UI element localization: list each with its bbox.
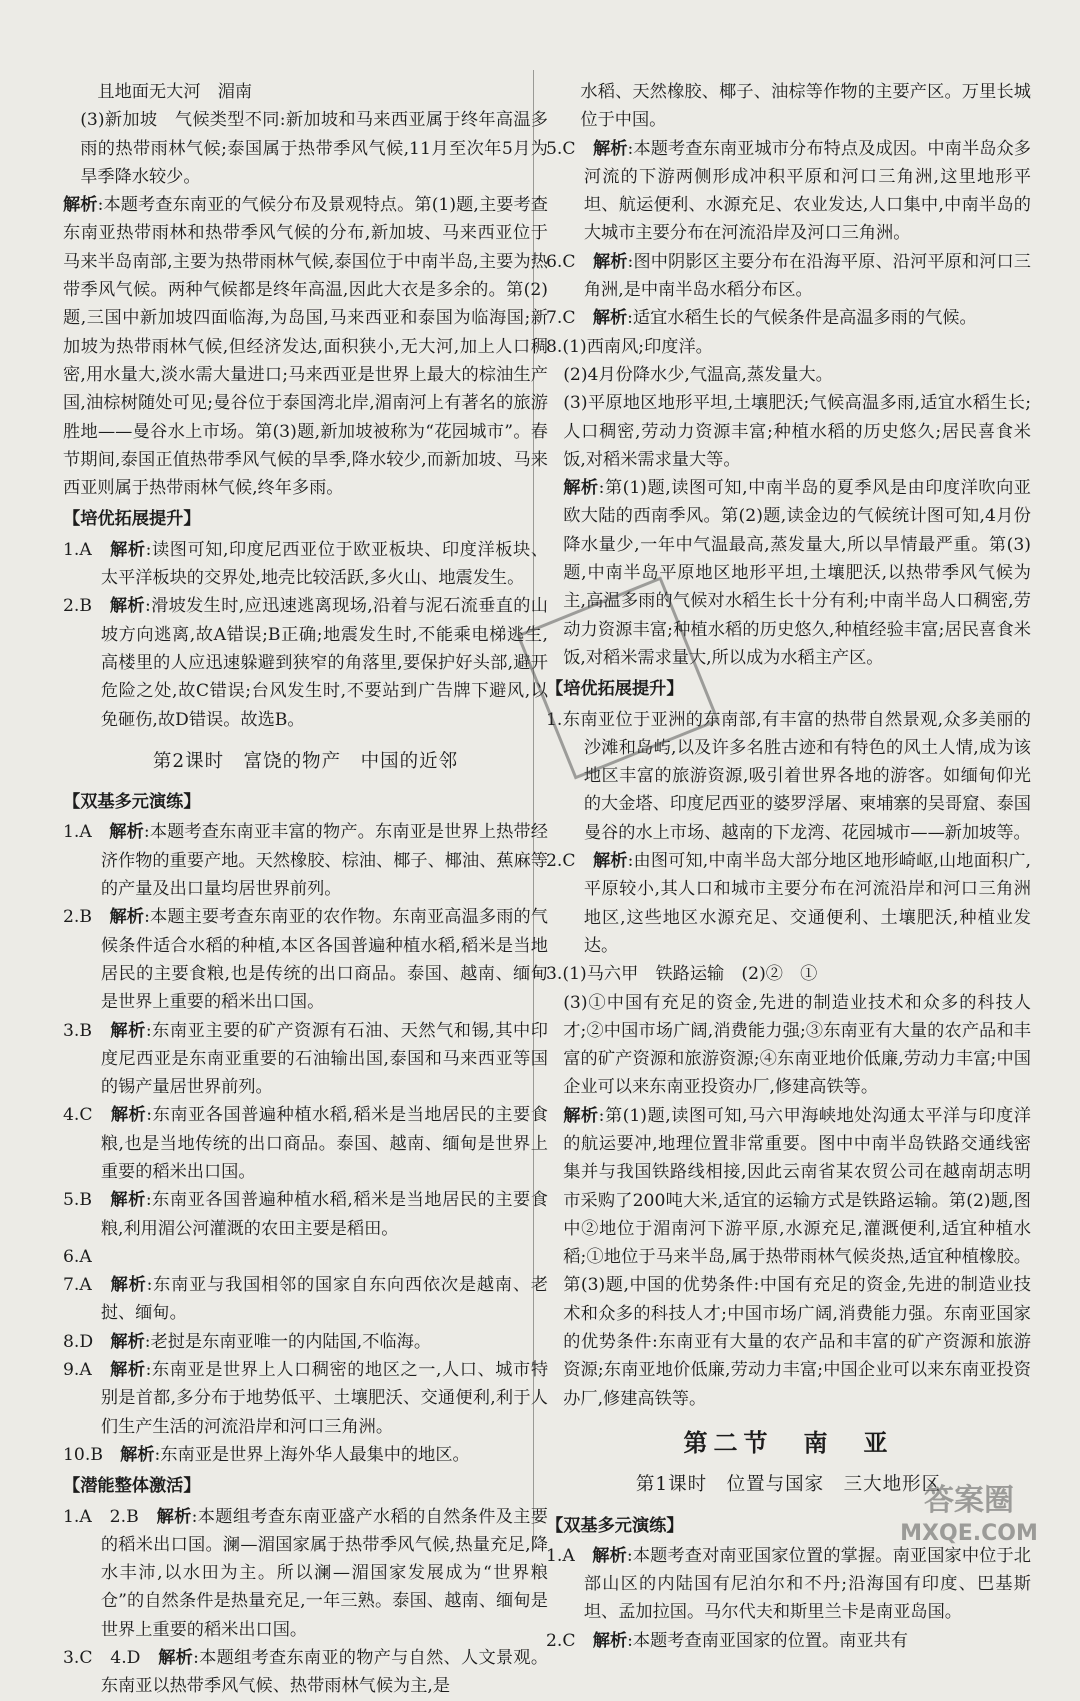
answer-item: 1.A 2.B 解析:本题组考查东南亚盛产水稻的自然条件及主要的稻米出口国。澜—湄国家属于热带季风气候,热量充足,降水丰沛,以水田为主。所以澜—湄国家发展成为“世界粮仓”的自然条件是热量充足,一年三熟。泰国、越南、缅甸是世界上重要的稻米出口国。 xyxy=(63,1506,548,1640)
answer-item: 8.(1)西南风;印度洋。 xyxy=(546,336,713,357)
answer-text: 且地面无大河 湄南 xyxy=(97,82,253,102)
answer-text: (3)平原地区地形平坦,土壤肥沃;气候高温多雨,适宜水稻生长;人口稠密,劳动力资源丰富;种植水稻的历史悠久;居民喜食米饭,对稻米需求量大等。 xyxy=(563,393,1031,470)
section-heading: 【双基多元演练】 xyxy=(63,792,201,813)
answer-text: 水稻、天然橡胶、椰子、油棕等作物的主要产区。万里长城位于中国。 xyxy=(580,82,1031,131)
analysis-text: 解析:第(1)题,读图可知,马六甲海峡地处沟通太平洋与印度洋的航运要冲,地理位置非常重要。图中中南半岛铁路交通线密集并与我国铁路线相接,因此云南省某农贸公司在越南胡志明市采购了200吨大米,适宜的运输方式是铁路运输。第(2)题,图中②地位于湄南河下游平原,水源充足,灌溉便利,适宜种植水稻;①地位于马来半岛,属于热带雨林气候炎热,适宜种植橡胶。第(3)题,中国的优势条件:中国有充足的资金,先进的制造业技术和众多的科技人才;中国市场广阔,消费能力强。东南亚国家的优势条件:东南亚有大量的农产品和丰富的矿产资源和旅游资源;东南亚地价低廉,劳动力丰富;中国企业可以来东南亚投资办厂,修建高铁等。 xyxy=(563,1105,1031,1409)
answer-item: 10.B 解析:东南亚是世界上海外华人最集中的地区。 xyxy=(63,1444,470,1465)
answer-item: 7.A 解析:东南亚与我国相邻的国家自东向西依次是越南、老挝、缅甸。 xyxy=(63,1275,548,1324)
section-heading: 【双基多元演练】 xyxy=(546,1515,684,1536)
answer-item: 5.C 解析:本题考查东南亚城市分布特点及成因。中南半岛众多河流的下游两侧形成冲积平原和河口三角洲,这里地形平坦、航运便利、水源充足、农业发达,人口集中,中南半岛的大城市主要分布在河流沿岸及河口三角洲。 xyxy=(546,138,1031,244)
answer-item: 1.A 解析:本题考查东南亚丰富的物产。东南亚是世界上热带经济作物的重要产地。天然橡胶、棕油、椰子、椰油、蕉麻等的产量及出口量均居世界前列。 xyxy=(63,822,548,900)
answer-item: 9.A 解析:东南亚是世界上人口稠密的地区之一,人口、城市特别是首都,多分布于地势低平、土壤肥沃、交通便利,利于人们生产生活的河流沿岸和河口三角洲。 xyxy=(63,1360,549,1437)
answer-item: 5.B 解析:东南亚各国普遍种植水稻,稻米是当地居民的主要食粮,利用湄公河灌溉的农田主要是稻田。 xyxy=(63,1190,548,1239)
lesson-title: 第2课时 富饶的物产 中国的近邻 xyxy=(152,750,459,772)
answer-item: 1.东南亚位于亚洲的东南部,有丰富的热带自然景观,众多美丽的沙滩和岛屿,以及许多名胜古迹和有特色的风土人情,成为该地区丰富的旅游资源,吸引着世界各地的游客。如缅甸仰光的大金塔、印度尼西亚的婆罗浮屠、柬埔寨的吴哥窟、泰国曼谷的水上市场、越南的下龙湾、花园城市——新加坡等。 xyxy=(546,709,1031,843)
answer-item: 2.B 解析:滑坡发生时,应迅速逃离现场,沿着与泥石流垂直的山坡方向逃离,故A错误;B正确;地震发生时,不能乘电梯逃生,高楼里的人应迅速躲避到狭窄的角落里,要保护好头部,避开危险之处,故C错误;台风发生时,不要站到广告牌下避风,以免砸伤,故D错误。故选B。 xyxy=(63,596,548,730)
chapter-title: 第二节 南 亚 xyxy=(683,1427,894,1457)
analysis-text: 解析:第(1)题,读图可知,中南半岛的夏季风是由印度洋吹向亚欧大陆的西南季风。第(2)题,读金边的气候统计图可知,4月份降水量少,一年中气温最高,蒸发量大,所以旱情最严重。第(3)题,中南半岛平原地区地形平坦,土壤肥沃,以热带季风气候为主,高温多雨的气候对水稻生长十分有利;中南半岛人口稠密,劳动力资源丰富;种植水稻的历史悠久,种植经验丰富;居民喜食米饭,对稻米需求量大,所以成为水稻主产区。 xyxy=(563,478,1031,668)
answer-text: (2)4月份降水少,气温高,蒸发量大。 xyxy=(563,364,833,385)
answer-item: 6.C 解析:图中阴影区主要分布在沿海平原、沿河平原和河口三角洲,是中南半岛水稻分布区。 xyxy=(546,251,1031,301)
answer-item: 3.B 解析:东南亚主要的矿产资源有石油、天然气和锡,其中印度尼西亚是东南亚重要的石油输出国,泰国和马来西亚等国的锡产量居世界前列。 xyxy=(63,1020,548,1098)
section-heading: 【潜能整体激活】 xyxy=(63,1476,201,1497)
answer-item: 3.C 4.D 解析:本题组考查东南亚的物产与自然、人文景观。东南亚以热带季风气候、热带雨林气候为主,是 xyxy=(63,1648,549,1697)
right-column xyxy=(546,78,1031,1655)
answer-item: 4.C 解析:东南亚各国普遍种植水稻,稻米是当地居民的主要食粮,也是当地传统的出口商品。泰国、越南、缅甸是世界上重要的稻米出口国。 xyxy=(63,1105,548,1182)
answer-item: 1.A 解析:本题考查对南亚国家位置的掌握。南亚国家中位于北部山区的内陆国有尼泊尔和不丹;沿海国有印度、巴基斯坦、孟加拉国。马尔代夫和斯里兰卡是南亚岛国。 xyxy=(546,1545,1031,1623)
answer-item: 2.C 解析:由图可知,中南半岛大部分地区地形崎岖,山地面积广,平原较小,其人口和城市主要分布在河流沿岸和河口三角洲地区,这些地区水源充足、交通便利、土壤肥沃,种植业发达。 xyxy=(546,851,1031,956)
section-heading: 【培优拓展提升】 xyxy=(546,679,684,700)
watermark-url: MXQE.COM xyxy=(900,1521,1038,1546)
answer-item: 6.A xyxy=(63,1246,92,1267)
answer-item: 2.C 解析:本题考查南亚国家的位置。南亚共有 xyxy=(546,1630,908,1651)
analysis-text: 解析:本题考查东南亚的气候分布及景观特点。第(1)题,主要考查东南亚热带雨林和热带季风气候的分布,新加坡、马来西亚位于马来半岛南部,主要为热带雨林气候,泰国位于中南半岛,主要为热带季风气候。两种气候都是终年高温,因此大衣是多余的。第(2)题,三国中新加坡四面临海,为岛国,马来西亚和泰国为临海国;新加坡为热带雨林气候,但经济发达,面积狭小,无大河,加上人口稠密,用水量大,淡水需大量进口;马来西亚是世界上最大的棕油生产国,油棕树随处可见;曼谷位于泰国湾北岸,湄南河上有著名的旅游胜地——曼谷水上市场。第(3)题,新加坡被称为“花园城市”。春节期间,泰国正值热带季风气候的旱季,降水较少,而新加坡、马来西亚则属于热带雨林气候,终年多雨。 xyxy=(63,195,548,499)
answer-item: 3.(1)马六甲 铁路运输 (2)② ① xyxy=(546,964,818,985)
left-column xyxy=(63,78,548,1701)
lesson-title: 第1课时 位置与国家 三大地形区 xyxy=(635,1474,942,1496)
watermark-logo xyxy=(877,1478,1062,1548)
answer-item: 7.C 解析:适宜水稻生长的气候条件是高温多雨的气候。 xyxy=(546,308,977,329)
section-heading: 【培优拓展提升】 xyxy=(63,509,201,530)
answer-text: (3)新加坡 气候类型不同:新加坡和马来西亚属于终年高温多雨的热带雨林气候;泰国属于热带季风气候,11月至次年5月为旱季降水较少。 xyxy=(80,110,548,187)
answer-item: 2.B 解析:本题主要考查东南亚的农作物。东南亚高温多雨的气候条件适合水稻的种植,本区各国普遍种植水稻,稻米是当地居民的主要食粮,也是传统的出口商品。泰国、越南、缅甸是世界上重要的稻米出口国。 xyxy=(63,907,548,1013)
watermark-title: 答案圈 xyxy=(924,1483,1014,1518)
answer-text: (3)①中国有充足的资金,先进的制造业技术和众多的科技人才;②中国市场广阔,消费能力强;③东南亚有大量的农产品和丰富的矿产资源和旅游资源;④东南亚地价低廉,劳动力丰富;中国企业可以来东南亚投资办厂,修建高铁等。 xyxy=(563,992,1031,1098)
answer-item: 8.D 解析:老挝是东南亚唯一的内陆国,不临海。 xyxy=(63,1331,432,1352)
answer-item: 1.A 解析:读图可知,印度尼西亚位于欧亚板块、印度洋板块、太平洋板块的交界处,地壳比较活跃,多火山、地震发生。 xyxy=(63,539,549,589)
